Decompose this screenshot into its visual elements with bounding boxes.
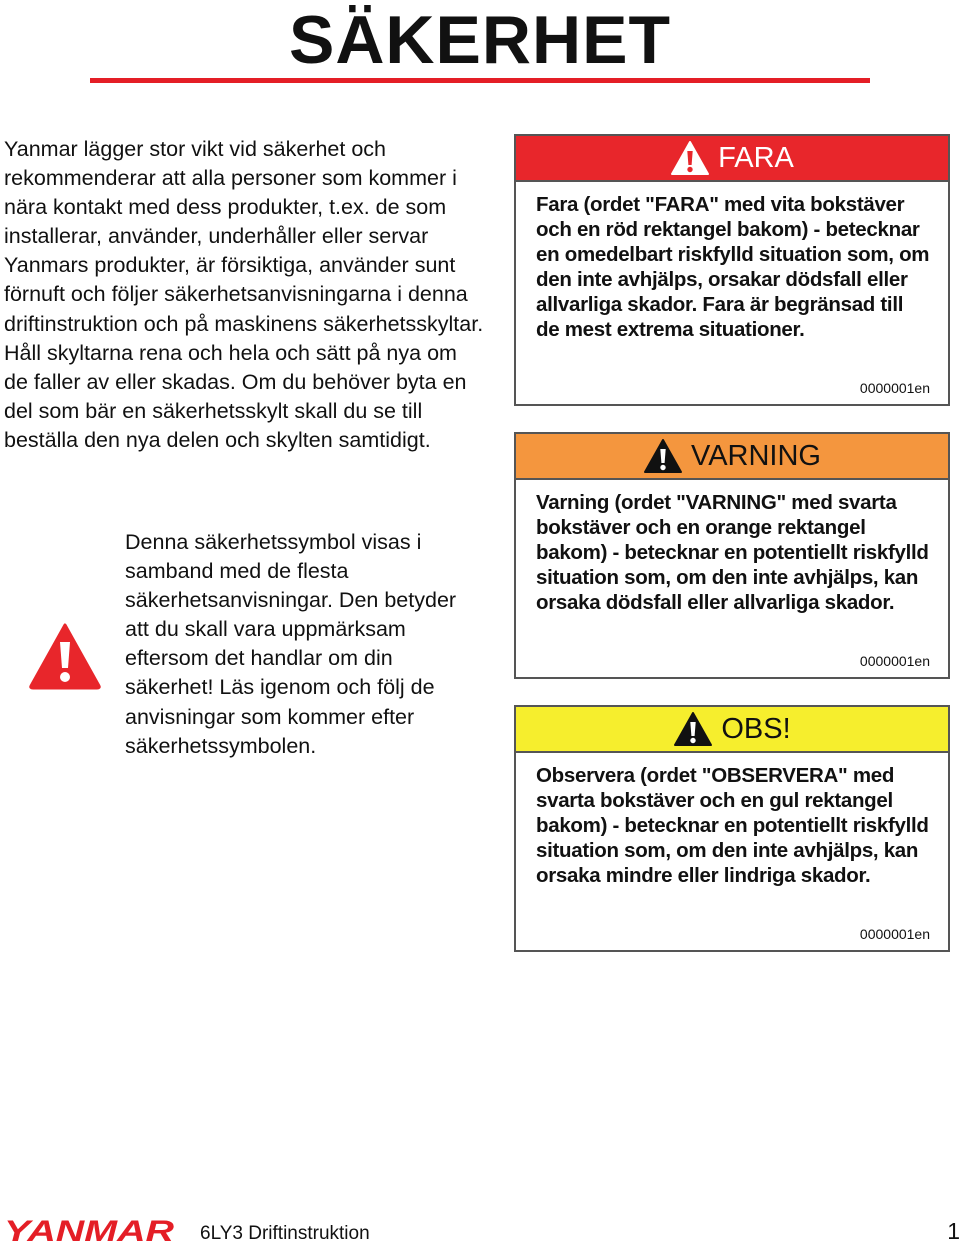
caution-code: 0000001en: [859, 926, 930, 942]
page-title: SÄKERHET: [288, 2, 672, 78]
warning-triangle-icon: [670, 140, 710, 176]
warning-box: [514, 432, 950, 679]
title-underline: [90, 78, 870, 83]
danger-text: Fara (ordet "FARA" med vita bokstäver och en röd rektangel bakom) - betecknar en omedelbart riskfylld situation som, om den inte avhjälps, orsakar dödsfall eller allvarliga skador. Fara är begränsad till de mest extrema situationer.: [536, 193, 930, 341]
warning-triangle-icon: [673, 711, 713, 747]
yanmar-logo: [4, 1214, 180, 1244]
intro-paragraph: Yanmar lägger stor vikt vid säkerhet och rekommenderar att alla personer som kommer i nära kontakt med dess produkter, t.ex. de som installerar, använder, underhåller eller servar Yanmars produkter, är försiktiga, använder sunt förnuft och följer säkerhetsanvisningarna i denna driftinstruktion och på maskinens säkerhetsskyltar. Håll skyltarna rena och hela och sätt på nya om de faller av eller skadas. Om du behöver byta en del som bär en säkerhetsskylt skall du se till beställa den nya delen och skylten samtidigt.: [4, 137, 484, 452]
danger-label: FARA: [718, 142, 794, 174]
caution-label: OBS!: [721, 713, 791, 745]
caution-text: Observera (ordet "OBSERVERA" med svarta bokstäver och en gul rektangel bakom) - betecknar en potentiellt riskfylld situation som, om den inte avhjälps, kan orsaka mindre eller lindriga skador.: [536, 764, 929, 887]
caution-box: [514, 705, 950, 952]
warning-triangle-icon: [28, 622, 102, 690]
warning-code: 0000001en: [859, 653, 930, 669]
warning-triangle-icon: [643, 438, 683, 474]
caution-box-header: [516, 707, 948, 753]
warning-label: VARNING: [691, 440, 821, 472]
danger-box: [514, 134, 950, 406]
yanmar-logo-text: YANMAR: [4, 1215, 175, 1244]
safety-symbol-note: Denna säkerhetssymbol visas i samband med de flesta säkerhetsanvisningar. Den betyder att du skall vara uppmärksam eftersom det handlar om din säkerhet! Läs igenom och följ de anvisningar som kommer efter säkerhetssymbolen.: [125, 530, 457, 758]
danger-box-header: [516, 136, 948, 182]
danger-code: 0000001en: [859, 380, 930, 396]
warning-text: Varning (ordet "VARNING" med svarta bokstäver och en orange rektangel bakom) - betecknar en potentiellt riskfylld situation som, om den inte avhjälps, kan orsaka dödsfall eller allvarliga skador.: [536, 491, 929, 614]
document-title: 6LY3 Driftinstruktion: [200, 1223, 370, 1244]
page-number: 1: [947, 1218, 960, 1244]
warning-box-header: [516, 434, 948, 480]
